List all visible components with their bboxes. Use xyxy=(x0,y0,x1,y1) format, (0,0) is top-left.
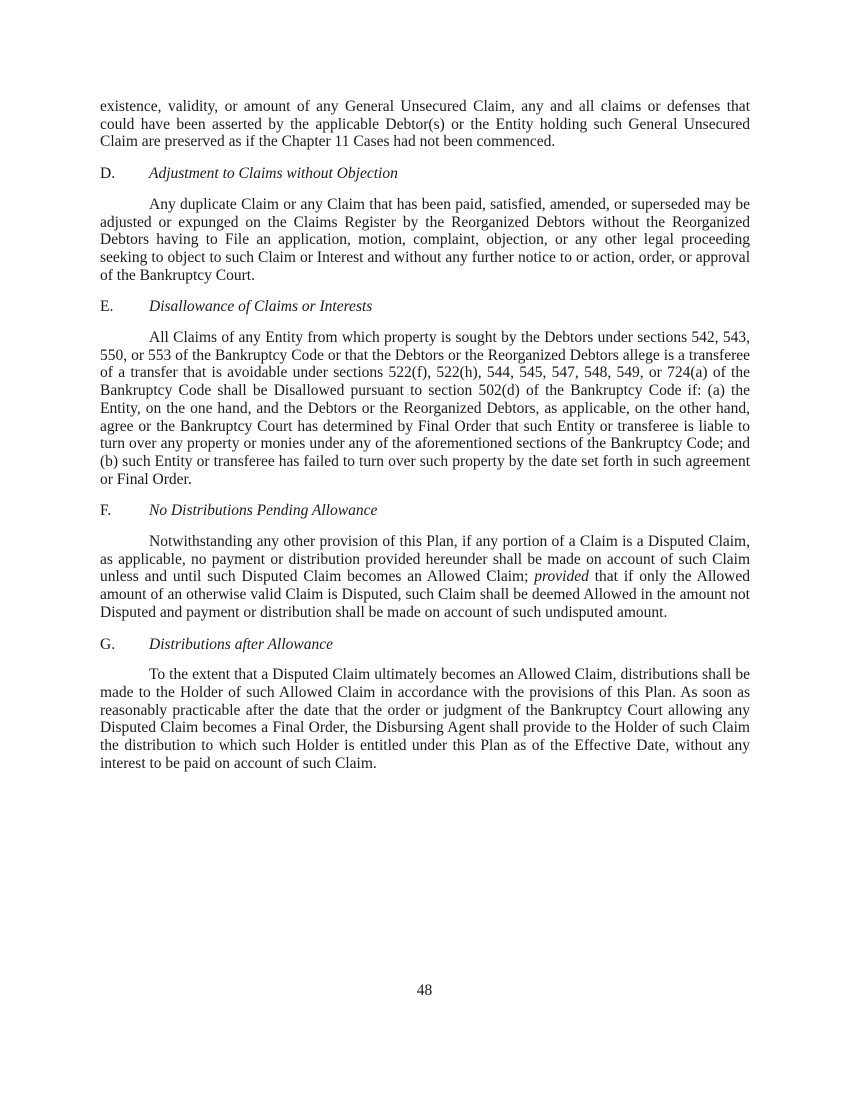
section-title: Adjustment to Claims without Objection xyxy=(149,165,398,183)
section-heading-f xyxy=(100,502,750,520)
section-title: Distributions after Allowance xyxy=(149,635,333,653)
section-letter: G. xyxy=(100,635,116,653)
section-letter: E. xyxy=(100,298,114,316)
section-body-g: To the extent that a Disputed Claim ultimately becomes an Allowed Claim, distributions shall be made to the Holder of such Allowed Claim in accordance with the provisions of this Plan. As soon as reasonably practicable after the date that the order or judgment of the Bankruptcy Court allowing any Disputed Claim becomes a Final Order, the Disbursing Agent shall provide to the Holder of such Claim the distribution to which such Holder is entitled under this Plan as of the Effective Date, without any interest to be paid on account of such Claim. xyxy=(100,666,750,772)
section-heading-g xyxy=(100,636,750,654)
section-letter: D. xyxy=(100,165,116,183)
intro-paragraph: existence, validity, or amount of any General Unsecured Claim, any and all claims or defenses that could have been asserted by the applicable Debtor(s) or the Entity holding such General Unsecured Claim are preserved as if the Chapter 11 Cases had not been commenced. xyxy=(100,98,750,151)
section-body-f-part2: that if only the Allowed amount of an otherwise valid Claim is Disputed, such Claim shall be deemed Allowed in the amount not Disputed and payment or distribution shall be made on account of such undisputed amount. xyxy=(100,568,751,621)
document-page xyxy=(100,98,750,773)
page-number: 48 xyxy=(416,982,433,999)
section-heading-d xyxy=(100,165,750,183)
section-title: No Distributions Pending Allowance xyxy=(149,502,378,520)
section-body-e: All Claims of any Entity from which property is sought by the Debtors under sections 542, 543, 550, or 553 of the Bankruptcy Code or that the Debtors or the Reorganized Debtors allege is a transferee of a transfer that is avoidable under sections 522(f), 522(h), 544, 545, 547, 548, 549, or 724(a) of the Bankruptcy Code shall be Disallowed pursuant to section 502(d) of the Bankruptcy Code if: (a) the Entity, on the one hand, and the Debtors or the Reorganized Debtors, as applicable, on the other hand, agree or the Bankruptcy Court has determined by Final Order that such Entity or transferee is liable to turn over any property or monies under any of the aforementioned sections of the Bankruptcy Code; and (b) such Entity or transferee has failed to turn over such property by the date set forth in such agreement or Final Order. xyxy=(100,329,750,488)
section-body-d: Any duplicate Claim or any Claim that has been paid, satisfied, amended, or superseded may be adjusted or expunged on the Claims Register by the Reorganized Debtors without the Reorganized Debtors having to File an application, motion, complaint, objection, or any other legal proceeding seeking to object to such Claim or Interest and without any further notice to or action, order, or approval of the Bankruptcy Court. xyxy=(100,195,750,284)
section-letter: F. xyxy=(100,502,112,520)
section-title: Disallowance of Claims or Interests xyxy=(149,298,373,316)
section-body-f xyxy=(100,533,750,622)
section-body-f-emphasis: provided xyxy=(534,568,589,586)
section-heading-e xyxy=(100,298,750,316)
section-body-f-part1: Notwithstanding any other provision of this Plan, if any portion of a Claim is a Disputed Claim, as applicable, no payment or distribution provided hereunder shall be made on account of such Claim unless and until such Disputed Claim becomes an Allowed Claim; xyxy=(100,533,750,586)
